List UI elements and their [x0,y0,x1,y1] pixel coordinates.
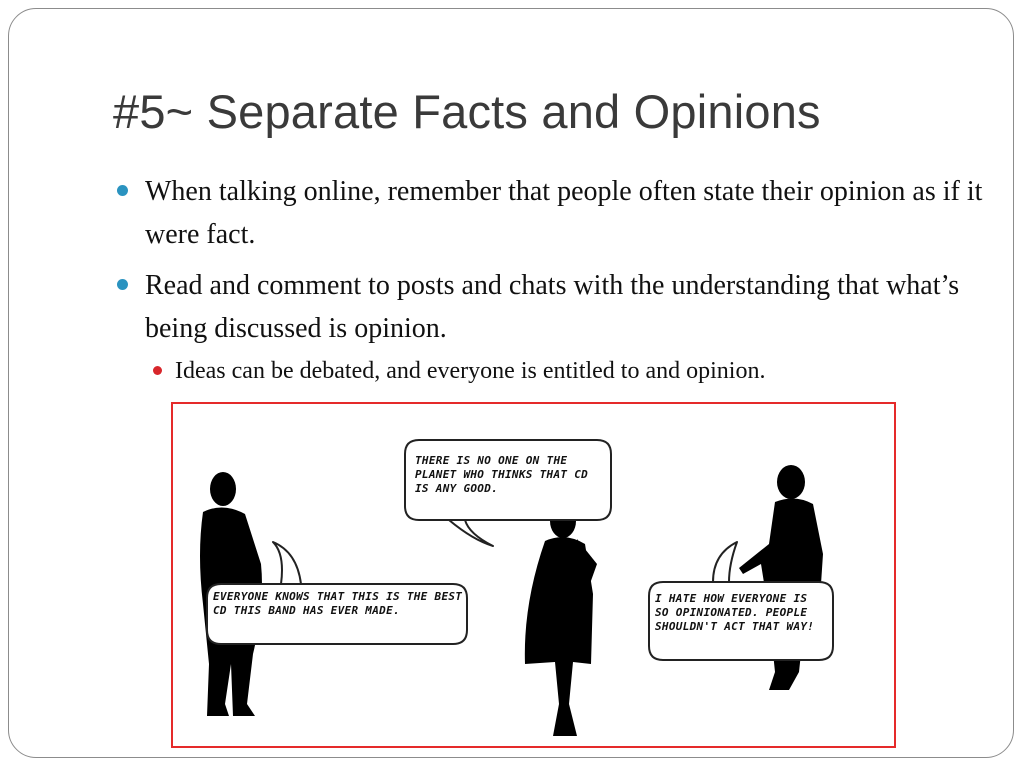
sub-bullet-text: Ideas can be debated, and everyone is entitled to and opinion. [175,358,766,384]
bullet-text: When talking online, remember that people often state their opinion as if it were fact. [145,176,983,250]
bullet-item [115,264,995,350]
bullet-list [115,170,995,388]
sub-bullet-marker-icon [153,366,162,375]
center-person-silhouette [525,504,597,736]
right-speech-text: I HATE HOW EVERYONE IS SO OPINIONATED. PEOPLE SHOULDN'T ACT THAT WAY! [655,592,815,633]
bullet-marker-icon [117,185,128,196]
center-speech-text: THERE IS NO ONE ON THE PLANET WHO THINKS THAT CD IS ANY GOOD. [415,454,589,495]
bullet-text: Read and comment to posts and chats with the understanding that what’s being discussed is opinion. [145,270,960,344]
left-speech-text: EVERYONE KNOWS THAT THIS IS THE BEST CD THIS BAND HAS EVER MADE. [213,590,463,617]
bullet-item [115,170,995,256]
slide-title: #5~ Separate Facts and Opinions [113,85,821,138]
comic-illustration [171,402,896,748]
bullet-marker-icon [117,279,128,290]
sub-bullet-item [115,354,995,388]
